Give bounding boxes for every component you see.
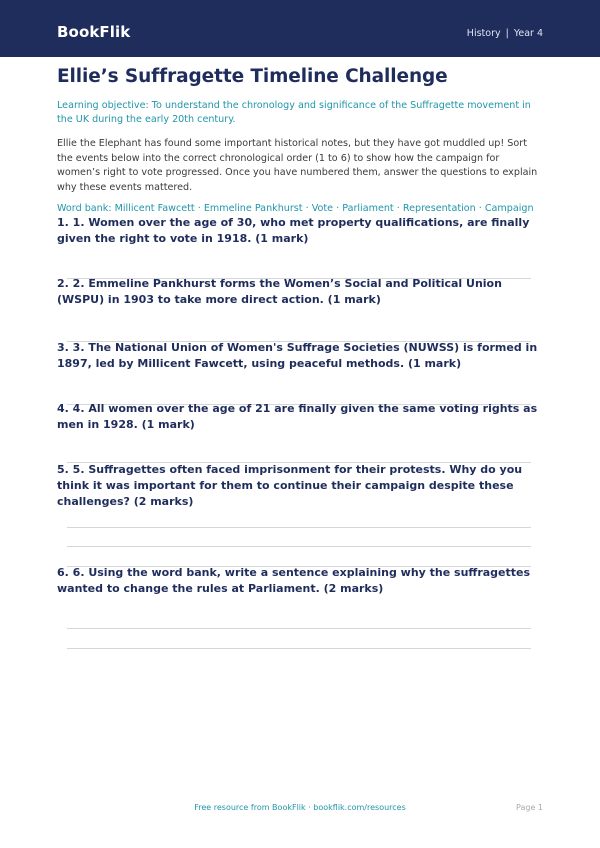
word-bank: Word bank: Millicent Fawcett · Emmeline Pankhurst · Vote · Parliament · Representation · Campaign [57,203,534,214]
question-5: 5. 5. Suffragettes often faced imprisonment for their protests. Why do you think it was important for them to continue their campaign despite these challenges? (2 marks) [57,463,523,508]
intro-paragraph: Ellie the Elephant has found some important historical notes, but they have got muddled up! Sort the events below into the correct chronological order (1 to 6) to show how the campaign for women’s right to vote progressed. Once you have numbered them, answer the questions to explain why these events mattered. [57,138,538,193]
question-6: 6. 6. Using the word bank, write a sentence explaining why the suffragettes wanted to change the rules at Parliament. (2 marks) [57,566,531,595]
header-separator: | [505,28,509,39]
worksheet-body [57,62,543,595]
page-number: Page 1 [516,803,543,812]
answer-line[interactable] [67,546,531,547]
answer-line[interactable] [67,648,531,649]
learning-objective: Learning objective: To understand the chronology and significance of the Suffragette movement in the UK during the early 20th century. [57,100,531,125]
question-3: 3. 3. The National Union of Women's Suffrage Societies (NUWSS) is formed in 1897, led by Millicent Fawcett, using peaceful methods. (1 mark) [57,341,538,370]
question-4: 4. 4. All women over the age of 21 are finally given the same voting rights as men in 1928. (1 mark) [57,402,538,431]
subject-label: History [466,28,501,39]
answer-line[interactable] [67,628,531,629]
page-header [0,0,600,57]
page-title: Ellie’s Suffragette Timeline Challenge [57,66,448,87]
question-1: 1. 1. Women over the age of 30, who met property qualifications, are finally given the right to vote in 1918. (1 mark) [57,216,530,245]
footer-text: Free resource from BookFlik · bookflik.com/resources [194,803,406,812]
question-2: 2. 2. Emmeline Pankhurst forms the Women’s Social and Political Union (WSPU) in 1903 to take more direct action. (1 mark) [57,277,502,306]
year-label: Year 4 [513,28,543,39]
header-meta [467,28,543,39]
brand-logo: BookFlik [57,23,131,41]
answer-line[interactable] [67,527,531,528]
